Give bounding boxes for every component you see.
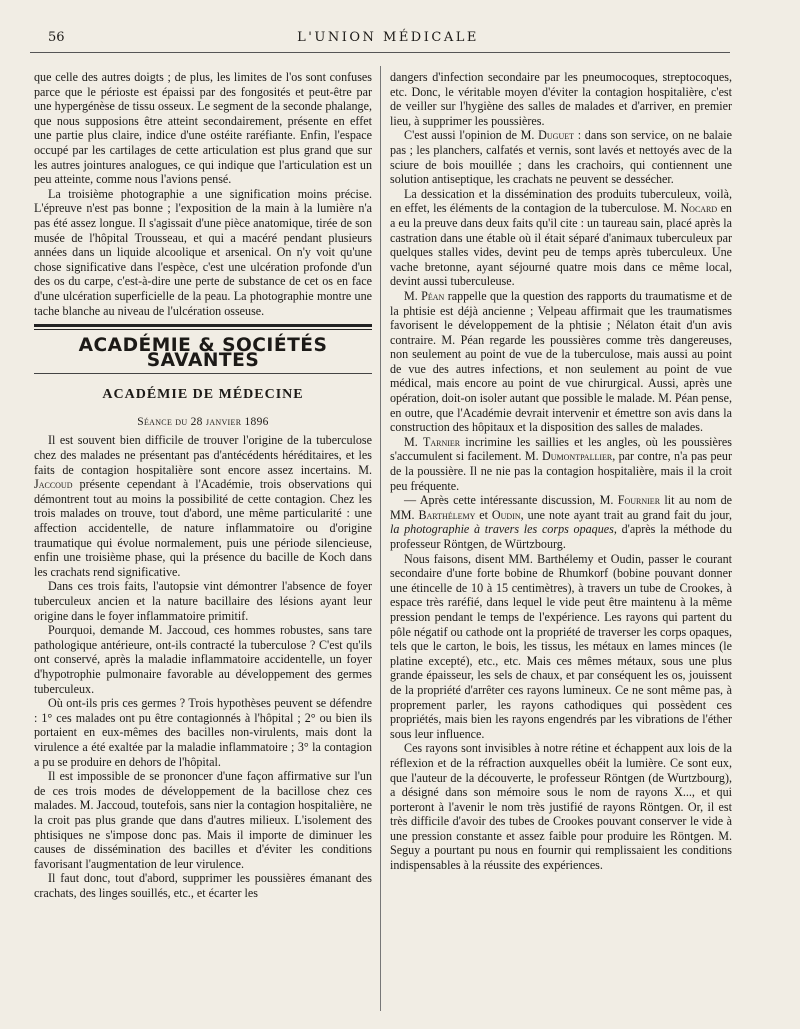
page-header — [48, 30, 728, 50]
author-name: Nocard — [680, 201, 718, 216]
text-run: et — [475, 507, 492, 522]
text-run: rappelle que la question des rapports du traumatisme et de la phtisie est déjà ancienne ; Velpeau affirmait que les traumatismes favorisent le développement de la phtisie ; Nélaton était d'un avis contraire. M. Péan regarde les poussières comme très dangereuses, non seulement au point de vue de la tuberculose, mais aussi au point de vue des autres infections, et non seulement au point de vue médical, mais encore au point de vue chirurgical. Aussi, après une opération, doit-on isoler autant que possible le malade. M. Péan pense, en outre, que l'Académie devrait intervenir et émettre son avis dans la construction des hôpitaux et la disposition des salles de malades. — [390, 288, 732, 435]
author-name: Jaccoud — [34, 477, 73, 492]
left-paragraph-6: Où ont-ils pris ces germes ? Trois hypothèses peuvent se défendre : 1° ces malades ont pu être contagionnés à l'hôpital ; 2° ou bien ils portaient en eux-mêmes des bacilles non-virulents, mais dont la virulence a été exaltée par la maladie inflammatoire ; 3° la contagion a pu se produire en dehors de l'hôpital. — [34, 696, 372, 769]
text-run: C'est aussi l'opinion de M. — [404, 128, 539, 143]
left-paragraph-8: Il faut donc, tout d'abord, supprimer les poussières émanant des crachats, des linges souillés, etc., et écarter les — [34, 871, 372, 900]
text-run: : dans son service, on ne balaie pas ; les planchers, calfatés et vernis, sont lavés et nettoyés avec de la sciure de bois mouillée ; dans les crachoirs, qui contiennent une solution antiseptique, les crachats ne peuvent se dessécher. — [390, 128, 733, 187]
right-paragraph-2 — [390, 128, 732, 186]
section-title: ACADÉMIE & SOCIÉTÉS SAVANTES — [78, 334, 328, 371]
right-paragraph-8: Ces rayons sont invisibles à notre rétine et échappent aux lois de la réflexion et de la réfraction auxquelles obéit la lumière. Ce sont eux, que l'auteur de la découverte, le professeur Röntgen (de Wurtzbourg), a désigné dans son mémoire sous le nom de rayons X..., et qui porteront à l'avenir le nom très justifié de rayons Röntgen. Or, il est très difficile d'avoir des tubes de Crookes pouvant conserver le vide à une pression constante et assez faible pour produire les Röntgen. M. Seguy a pourtant pu nous en fournir qui remplissaient les conditions indispensables à la réussite des expériences. — [390, 741, 732, 873]
author-name: Barthélemy — [418, 507, 476, 522]
text-run: en a eu la preuve dans deux faits qu'il cite : un taureau sain, placé après la castration dans une étable où il était séparé d'animaux tuberculeux par quelques stalles vides, devint peu de temps après tuberculeux. Une vache bretonne, ayant séjourné quatre mois dans ce même local, devint aussi tuberculeuse. — [390, 201, 733, 289]
author-name: Tarnier — [422, 434, 461, 449]
text-run: incrimine les saillies et les angles, où les poussières s'accumulent si facilement. M. — [390, 434, 732, 464]
right-paragraph-3 — [390, 187, 732, 289]
author-name: Duguet — [538, 128, 574, 143]
subsection-title: ACADÉMIE DE MÉDECINE — [102, 387, 304, 403]
section-rule-top-thin — [34, 329, 372, 330]
right-paragraph-7: Nous faisons, disent MM. Barthélemy et Oudin, passer le courant secondaire d'une forte bobine de Rhumkorf (bobine pouvant donner une étincelle de 10 à 15 centimètres), à travers un tube de Crookes, à espace très raréfié, dans lequel le vide peut être maintenu à la même pression pendant le temps de l'expérience. Les rayons qui partent du pôle négatif ou cathode ont la propriété de traverser les corps opaques, tels que le carton, le bois, les tissus, les métaux en lames minces (le platine excepté), etc., etc. Mais ces mêmes métaux, sous une plus grande épaisseur, les sels de chaux, et par conséquent les os, jouissent de la propriété d'arrêter ces rayons lumineux. Ce ne sont même pas, à proprement parler, les rayons cathodiques qui possèdent ces propriétés, mais bien les rayons engendrés par les vibrations de l'éther sous leur influence. — [390, 551, 732, 741]
text-run: M. — [404, 434, 423, 449]
right-paragraph-6 — [390, 493, 732, 551]
text-run: — Après cette intéressante discussion, M. — [404, 493, 618, 508]
text-run: M. — [404, 288, 422, 303]
section-rule-top — [34, 324, 372, 327]
text-run: Il est souvent bien difficile de trouver l'origine de la tuberculose chez des malades ne présentant pas d'antécédents héréditaires, et les faits de contagion hospitalière sont encore assez incertains. M. — [34, 433, 372, 477]
header-rule — [30, 52, 730, 53]
right-paragraph-4 — [390, 289, 732, 435]
text-run: , d'après la méthode du professeur Röntgen, de Würtzbourg. — [390, 522, 732, 551]
left-paragraph-3 — [34, 433, 372, 579]
left-paragraph-7: Il est impossible de se prononcer d'une façon affirmative sur l'un de ces trois modes de développement de la bacillose chez ces malades. M. Jaccoud, toutefois, sans nier la contagion hospitalière, ne la croit pas plus grande que dans d'autres milieux. L'isolement des phtisiques ne s'impose donc pas. Mais il importe de diminuer les causes de dissémination des bacilles et d'éviter les conditions favorisant l'augmentation de leur virulence. — [34, 769, 372, 871]
page-number: 56 — [48, 30, 65, 45]
text-run: La dessication et la dissémination des produits tuberculeux, voilà, en effet, les éléments de la contagion de la tuberculose. M. — [390, 186, 732, 216]
section-rule-bottom — [34, 373, 372, 374]
column-divider — [380, 66, 381, 1011]
right-paragraph-5 — [390, 435, 732, 493]
right-column — [390, 70, 732, 873]
right-paragraph-1: dangers d'infection secondaire par les pneumocoques, streptocoques, etc. Donc, le véritable moyen d'éviter la contagion hospitalière, c'est de veiller sur l'hygiène des salles de malades et d'arriver, en premier lieu, à supprimer les poussières. — [390, 70, 732, 128]
author-name: Fournier — [617, 493, 661, 508]
text-run: présente cependant à l'Académie, trois observations qui démontrent tout au moins la possibilité de cette contagion. Chez les trois malades on trouve, tout d'abord, une même particularité : une affection accidentelle, de nature inflammatoire ou d'origine traumatique qui évolue normalement, puis une période silencieuse, enfin une troisième phase, qui la présence du bacille de Koch dans les crachats rend significative. — [34, 477, 372, 579]
text-run: , une note ayant trait au grand fait du jour, — [520, 507, 732, 522]
left-paragraph-1: que celle des autres doigts ; de plus, les limites de l'os sont confuses parce que le périoste est épaissi par des fongosités et peut-être par une hypergénèse de tissu osseux. Le segment de la seconde phalange, que nous supposions être atteint secondairement, présente en effet une partie plus claire, indice d'une ostéite raréfiante. Enfin, l'espace occupé par les cartilages de cette articulation est plus grand que sur les autres jointures analogues, ce qui indique que l'articulation est un peu atteinte, comme nous l'avions pensé. — [34, 70, 372, 187]
text-run: lit au nom de MM. — [390, 493, 732, 522]
left-paragraph-5: Pourquoi, demande M. Jaccoud, ces hommes robustes, sans tare pathologique antérieure, ont-ils contracté la tuberculose ? C'est qu'ils ont conservé, après la maladie inflammatoire accidentelle, un foyer d'hypotrophie pulmonaire favorable au développement des germes tuberculeux. — [34, 623, 372, 696]
author-name: Oudin — [491, 507, 521, 522]
author-name: Péan — [421, 288, 445, 303]
left-column — [34, 70, 372, 900]
author-name: Dumontpallier — [542, 449, 613, 464]
running-title: L'UNION MÉDICALE — [297, 30, 479, 45]
text-run: , par contre, n'a pas peur de la poussière. Il ne nie pas la contagion hospitalière, mais il la croit peu fréquente. — [390, 449, 732, 493]
session-date: Séance du 28 janvier 1896 — [137, 415, 269, 428]
italic-title: la photographie à travers les corps opaques — [390, 522, 614, 537]
left-paragraph-4: Dans ces trois faits, l'autopsie vint démontrer l'absence de foyer tuberculeux ancien et la nature bacillaire des lésions ayant leur origine dans le foyer inflammatoire primitif. — [34, 579, 372, 623]
left-paragraph-2: La troisième photographie a une signification moins précise. L'épreuve n'est pas bonne ; l'exposition de la main à la lumière n'a pas été assez longue. Il s'agissait d'une pièce anatomique, tirée de son musée de l'hôpital Trousseau, et qui a macéré pendant plusieurs années dans un liquide alcoolique et arsenical. On n'y voit qu'une chose significative dans l'espèce, c'est une ulcération profonde d'un des os du carpe, c'est-à-dire une perte de substance de cet os en face d'une ulcération superficielle de la peau. La photographie montre une tache blanche au niveau de l'ulcération osseuse. — [34, 186, 372, 318]
